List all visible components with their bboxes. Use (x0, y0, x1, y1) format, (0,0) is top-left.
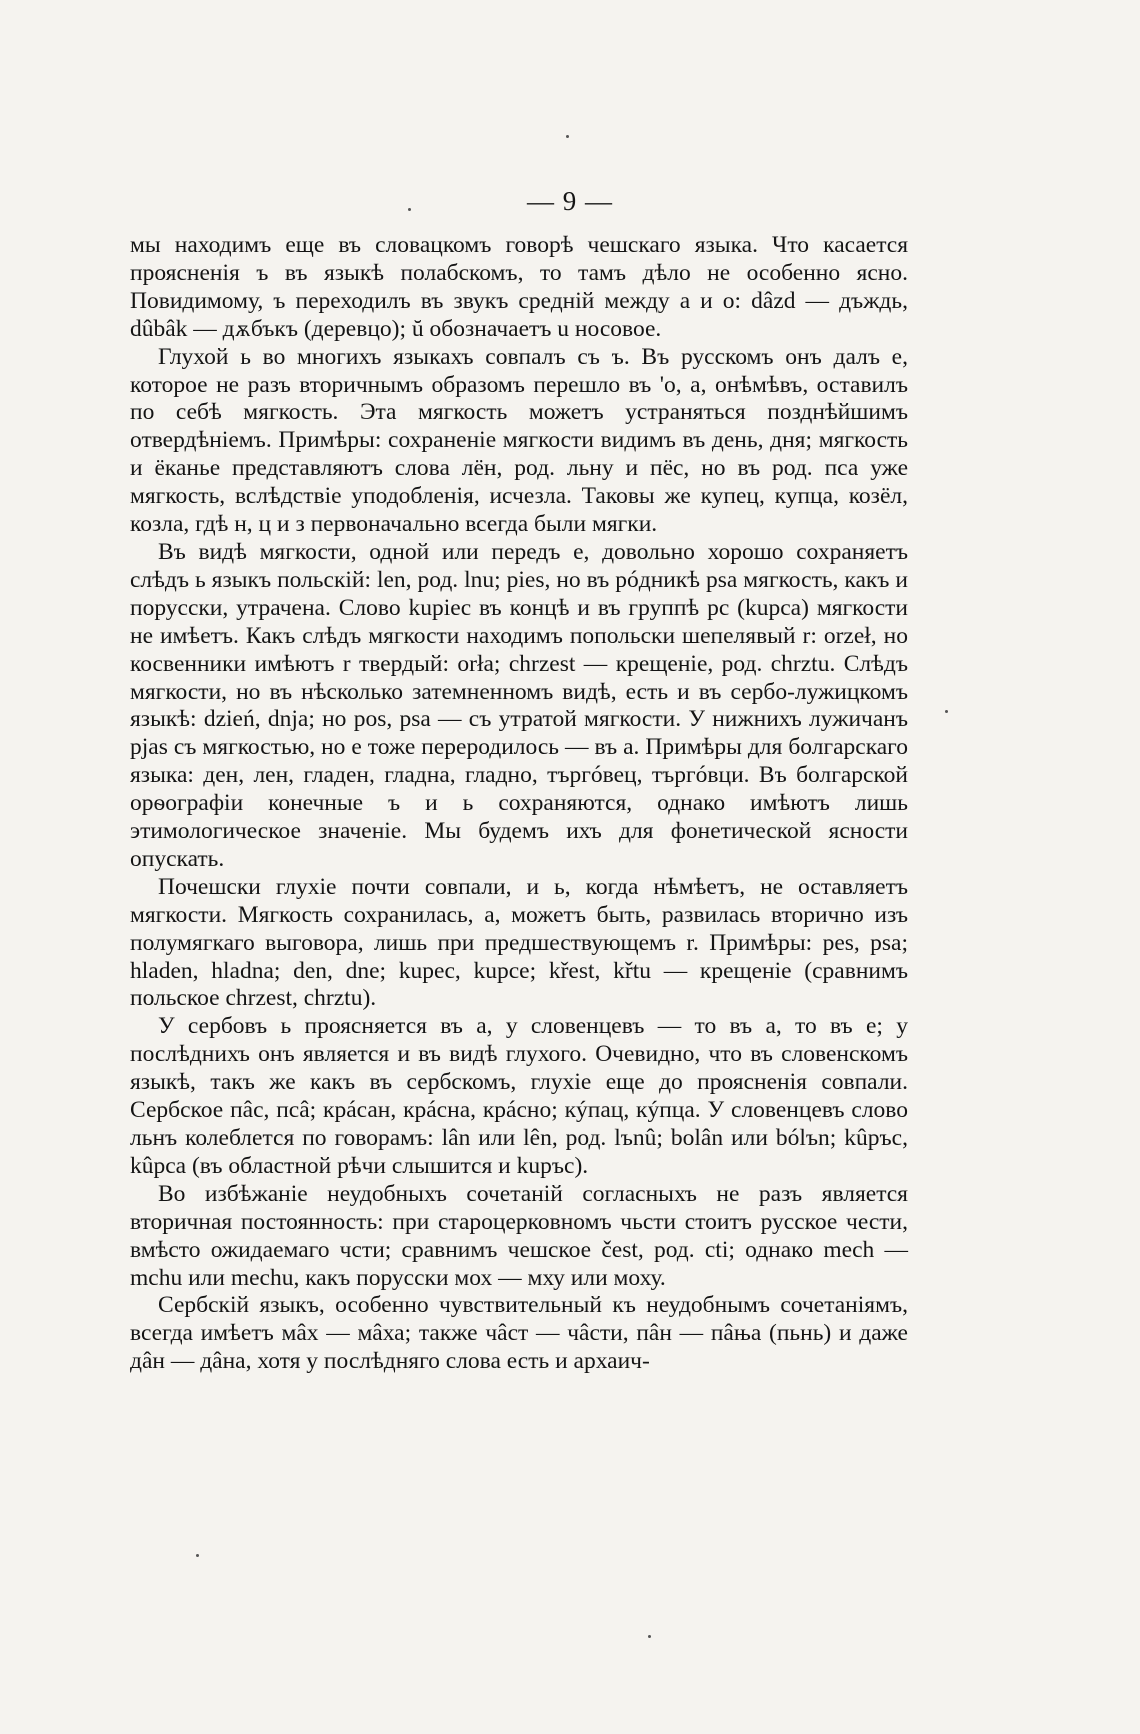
paper-speck (945, 710, 948, 713)
paragraph-4: Почешски глухіе почти совпали, и ь, когда нѣмѣетъ, не оставляетъ мягкости. Мягкость сохранилась, а, можетъ быть, развилась вторично изъ полумягкаго выговора, лишь при предшествующемъ r. Примѣры: pes, psa; hladen, hladna; den, dne; kupec, kupce; křest, křtu — крещеніе (сравнимъ польское chrzest, chrztu). (130, 873, 908, 1012)
page-number: — 9 — (527, 186, 613, 216)
paper-speck (196, 1554, 199, 1557)
paper-speck (648, 1635, 651, 1638)
paper-speck (408, 208, 411, 211)
body-text (130, 232, 908, 1376)
paragraph-6: Во избѣжаніе неудобныхъ сочетаній согласныхъ не разъ является вторичная постоянность: при староцерковномъ чьсти стоитъ русское чести, вмѣсто ожидаемаго чсти; сравнимъ чешское čest, род. cti; однако mech — mchu или mechu, какъ порусски мох — мху или моху. (130, 1180, 908, 1291)
paragraph-2: Глухой ь во многихъ языкахъ совпалъ съ ъ. Въ русскомъ онъ далъ е, которое не разъ вторичнымъ образомъ перешло въ 'о, а, онѣмѣвъ, оставилъ по себѣ мягкость. Эта мягкость можетъ устраняться позднѣйшимъ отвердѣніемъ. Примѣры: сохраненіе мягкости видимъ въ день, дня; мягкость и ёканье представляютъ слова лён, род. льну и пёс, но въ род. пса уже мягкость, вслѣдствіе уподобленія, исчезла. Таковы же купец, купца, козёл, козла, гдѣ н, ц и з первоначально всегда были мягки. (130, 343, 908, 538)
paragraph-7: Сербскій языкъ, особенно чувствительный къ неудобнымъ сочетаніямъ, всегда имѣетъ мâх — мâха; также чâст — чâсти, пâн — пâња (пьнь) и даже дâн — дâна, хотя у послѣдняго слова есть и архаич- (130, 1292, 908, 1375)
paragraph-3: Въ видѣ мягкости, одной или передъ е, довольно хорошо сохраняетъ слѣдъ ь языкъ польскій: len, род. lnu; pies, но въ рóдникѣ psa мягкость, какъ и порусски, утрачена. Слово kupiec въ концѣ и въ группѣ pc (kupca) мягкости не имѣетъ. Какъ слѣдъ мягкости находимъ попольски шепелявый r: orzeł, но косвенники имѣютъ r твердый: orła; chrzest — крещеніе, род. chrztu. Слѣдъ мягкости, но въ нѣсколько затемненномъ видѣ, есть и въ сербо-лужицкомъ языкѣ: dzień, dnja; но pos, psa — съ утратой мягкости. У нижнихъ лужичанъ pjas съ мягкостью, но е тоже переродилось — въ а. Примѣры для болгарскаго языка: ден, лен, гладен, гладна, гладно, търгóвец, търгóвци. Въ болгарской орѳографіи конечные ъ и ь сохраняются, однако имѣютъ лишь этимологическое значеніе. Мы будемъ ихъ для фонетической ясности опускать. (130, 538, 908, 872)
paragraph-5: У сербовъ ь проясняется въ а, у словенцевъ — то въ а, то въ е; у послѣднихъ онъ является и въ видѣ глухого. Очевидно, что въ словенскомъ языкѣ, такъ же какъ въ сербскомъ, глухіе еще до проясненія совпали. Сербское пâс, псâ; крáсан, крáсна, крáсно; кýпац, кýпца. У словенцевъ слово льнъ колеблется по говорамъ: lân или lên, род. lъnû; bolân или bólъn; kûpъс, kûpca (въ областной рѣчи слышится и kupъс). (130, 1013, 908, 1179)
paper-speck (566, 135, 569, 138)
paragraph-1: мы находимъ еще въ словацкомъ говорѣ чешскаго языка. Что касается проясненія ъ въ языкѣ полабскомъ, то тамъ дѣло не особенно ясно. Повидимому, ъ переходилъ въ звукъ средній между а и о: dâzd — дъждь, dûbâk — дѫбъкъ (деревцо); ŭ обозначаетъ u носовое. (130, 232, 908, 342)
